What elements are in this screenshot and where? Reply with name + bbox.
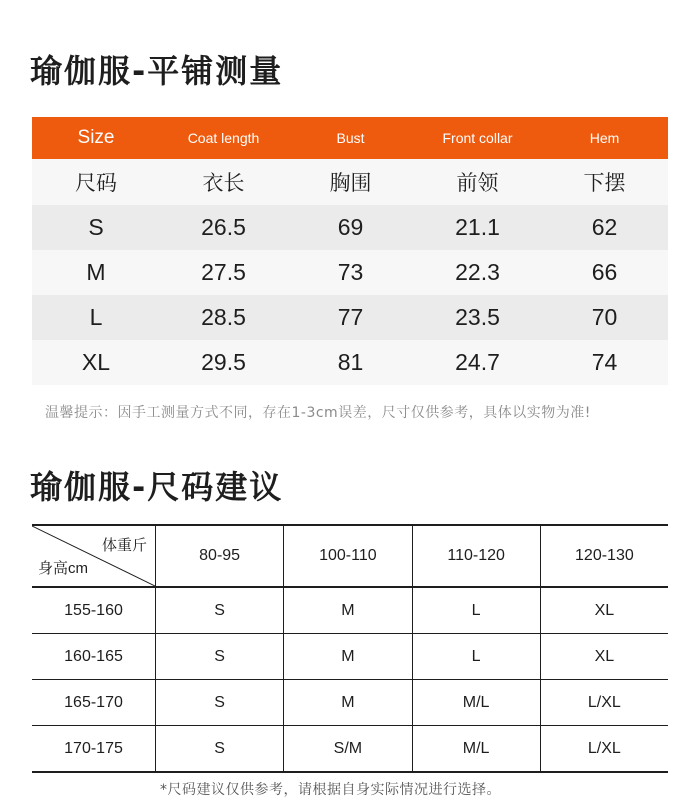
measurement-header-en [32, 117, 668, 159]
size-cell: S/M [283, 726, 411, 771]
size-cell: M/L [412, 726, 540, 771]
size-cell: M [283, 634, 411, 679]
size-cell: XL [540, 588, 668, 633]
size-cell: M [283, 680, 411, 725]
table-cell: 27.5 [201, 259, 246, 285]
header-cn-hem: 下摆 [583, 171, 626, 195]
weight-label: 体重斤 [101, 537, 147, 554]
table-row [32, 726, 668, 771]
weight-header: 110-120 [412, 526, 540, 586]
measurement-title: 瑜伽服-平铺测量 [30, 52, 284, 90]
size-cell: S [155, 726, 283, 771]
table-cell: 28.5 [201, 304, 246, 330]
table-cell: 81 [337, 349, 364, 375]
header-size: Size [77, 127, 115, 148]
height-label: 身高cm [38, 560, 88, 577]
corner-cell [32, 526, 155, 586]
header-hem: Hem [589, 130, 620, 146]
size-cell: S [155, 680, 283, 725]
size-cell: XL [540, 634, 668, 679]
header-cn-coat-length: 衣长 [202, 171, 245, 195]
table-cell: 69 [337, 214, 364, 240]
header-bust: Bust [336, 130, 365, 146]
table-cell: 29.5 [201, 349, 246, 375]
header-cn-front-collar: 前领 [456, 171, 499, 195]
table-cell: S [88, 214, 104, 240]
suggestion-header-row [32, 526, 668, 588]
table-cell: 24.7 [455, 349, 500, 375]
table-row [32, 680, 668, 726]
measurement-note: 温馨提示：因手工测量方式不同，存在1-3cm误差，尺寸仅供参考，具体以实物为准! [45, 405, 591, 421]
size-cell: M [283, 588, 411, 633]
suggestion-note: *尺码建议仅供参考，请根据自身实际情况进行选择。 [160, 782, 501, 798]
size-cell: L/XL [540, 726, 668, 771]
table-cell: M [86, 259, 106, 285]
size-suggestion-title: 瑜伽服-尺码建议 [30, 468, 284, 506]
table-cell: 73 [337, 259, 364, 285]
table-row [32, 295, 668, 340]
size-suggestion-table [32, 524, 668, 773]
header-cn-bust: 胸围 [329, 171, 372, 195]
table-cell: 21.1 [455, 214, 500, 240]
table-row [32, 340, 668, 385]
table-cell: 70 [591, 304, 618, 330]
table-row [32, 205, 668, 250]
size-cell: S [155, 634, 283, 679]
table-cell: XL [81, 349, 111, 375]
table-cell: 26.5 [201, 214, 246, 240]
size-cell: L [412, 588, 540, 633]
weight-header: 100-110 [283, 526, 411, 586]
size-cell: M/L [412, 680, 540, 725]
height-cell: 160-165 [64, 647, 123, 665]
weight-header: 120-130 [540, 526, 668, 586]
table-row [32, 250, 668, 295]
weight-header: 80-95 [155, 526, 283, 586]
header-front-collar: Front collar [442, 130, 513, 146]
header-coat-length: Coat length [187, 130, 260, 146]
size-cell: S [155, 588, 283, 633]
table-cell: 74 [591, 349, 618, 375]
table-cell: 77 [337, 304, 364, 330]
table-cell: 23.5 [455, 304, 500, 330]
header-cn-size: 尺码 [75, 171, 117, 195]
size-cell: L [412, 634, 540, 679]
size-cell: L/XL [540, 680, 668, 725]
height-cell: 165-170 [64, 693, 123, 711]
table-row [32, 588, 668, 634]
measurement-header-cn [32, 159, 668, 205]
table-cell: 62 [591, 214, 618, 240]
height-cell: 155-160 [64, 601, 123, 619]
table-cell: L [89, 304, 103, 330]
table-cell: 22.3 [455, 259, 500, 285]
height-cell: 170-175 [64, 739, 123, 757]
measurement-table [32, 117, 668, 385]
table-row [32, 634, 668, 680]
table-cell: 66 [591, 259, 618, 285]
